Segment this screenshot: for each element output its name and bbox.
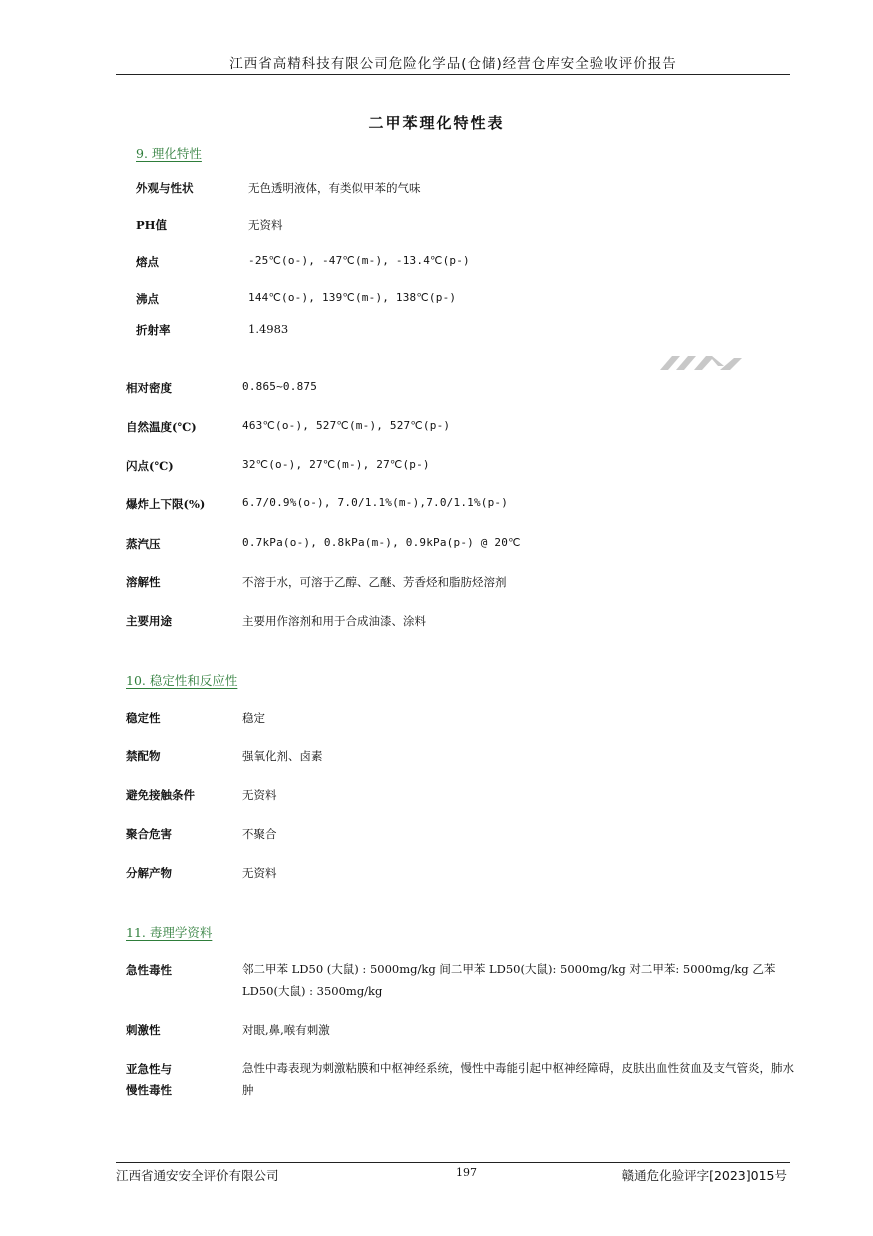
property-value: 1.4983 xyxy=(248,322,289,336)
property-label: 溶解性 xyxy=(126,575,161,589)
property-value: 邻二甲苯 LD50 (大鼠) : 5000mg/kg 间二甲苯 LD50(大鼠): 5000mg/kg 对二甲苯: 5000mg/kg 乙苯 LD50(大鼠) : 3500mg/kg xyxy=(242,962,776,998)
property-label: 禁配物 xyxy=(126,749,161,763)
property-label: 爆炸上下限(%) xyxy=(126,497,206,511)
property-value: 0.7kPa(o-), 0.8kPa(m-), 0.9kPa(p-) @ 20℃ xyxy=(242,536,521,549)
property-label: 熔点 xyxy=(136,255,159,269)
property-value: 稳定 xyxy=(242,711,265,725)
property-value: 6.7/0.9%(o-), 7.0/1.1%(m-),7.0/1.1%(p-) xyxy=(242,496,509,509)
property-value: 不聚合 xyxy=(242,827,277,841)
property-value: 无色透明液体，有类似甲苯的气味 xyxy=(248,181,421,195)
footer-company: 江西省通安安全评价有限公司 xyxy=(116,1168,279,1183)
property-label: 避免接触条件 xyxy=(126,788,195,802)
property-label: 稳定性 xyxy=(126,711,161,725)
section-9-heading: 9. 理化特性 xyxy=(136,146,202,161)
section-10-heading: 10. 稳定性和反应性 xyxy=(126,673,238,688)
property-label: 蒸汽压 xyxy=(126,537,161,551)
property-label: 急性毒性 xyxy=(126,963,172,977)
property-value: 144℃(o-), 139℃(m-), 138℃(p-) xyxy=(248,291,457,304)
page-header: 江西省高精科技有限公司危险化学品(仓储)经营仓库安全验收评价报告 xyxy=(229,56,677,72)
property-value: 强氧化剂、卤素 xyxy=(242,749,323,763)
document-title: 二甲苯理化特性表 xyxy=(368,114,505,132)
property-value: 0.865~0.875 xyxy=(242,380,318,393)
property-value: 急性中毒表现为刺激粘膜和中枢神经系统，慢性中毒能引起中枢神经障碍，皮肤出血性贫血及支气管炎，肺水肿 xyxy=(242,1061,794,1097)
header-rule xyxy=(116,74,790,75)
property-label: 分解产物 xyxy=(126,866,172,880)
property-value: -25℃(o-), -47℃(m-), -13.4℃(p-) xyxy=(248,254,470,267)
section-11-heading: 11. 毒理学资料 xyxy=(126,925,213,940)
property-label: 折射率 xyxy=(136,323,171,337)
property-label: 闪点(℃) xyxy=(126,459,174,473)
property-label: PH值 xyxy=(136,218,168,232)
footer-rule xyxy=(116,1162,790,1163)
property-value: 不溶于水，可溶于乙醇、乙醚、芳香烃和脂肪烃溶剂 xyxy=(242,575,507,589)
property-label: 聚合危害 xyxy=(126,827,172,841)
property-value: 对眼,鼻,喉有刺激 xyxy=(242,1023,330,1037)
property-value: 32℃(o-), 27℃(m-), 27℃(p-) xyxy=(242,458,430,471)
property-label: 外观与性状 xyxy=(136,181,194,195)
property-label: 慢性毒性 xyxy=(126,1083,172,1097)
watermark-logo xyxy=(660,356,742,370)
property-label: 自然温度(℃) xyxy=(126,420,197,434)
property-label: 沸点 xyxy=(136,292,159,306)
property-value: 463℃(o-), 527℃(m-), 527℃(p-) xyxy=(242,419,451,432)
footer-document-number: 赣通危化验评字[2023]015号 xyxy=(621,1168,787,1183)
property-value: 无资料 xyxy=(242,866,277,880)
property-label: 相对密度 xyxy=(126,381,172,395)
property-label: 亚急性与 xyxy=(126,1062,172,1076)
property-value: 无资料 xyxy=(248,218,283,232)
page-number: 197 xyxy=(456,1166,477,1179)
property-label: 刺激性 xyxy=(126,1023,161,1037)
property-label: 主要用途 xyxy=(126,614,172,628)
property-value: 无资料 xyxy=(242,788,277,802)
property-value: 主要用作溶剂和用于合成油漆、涂料 xyxy=(242,614,426,628)
